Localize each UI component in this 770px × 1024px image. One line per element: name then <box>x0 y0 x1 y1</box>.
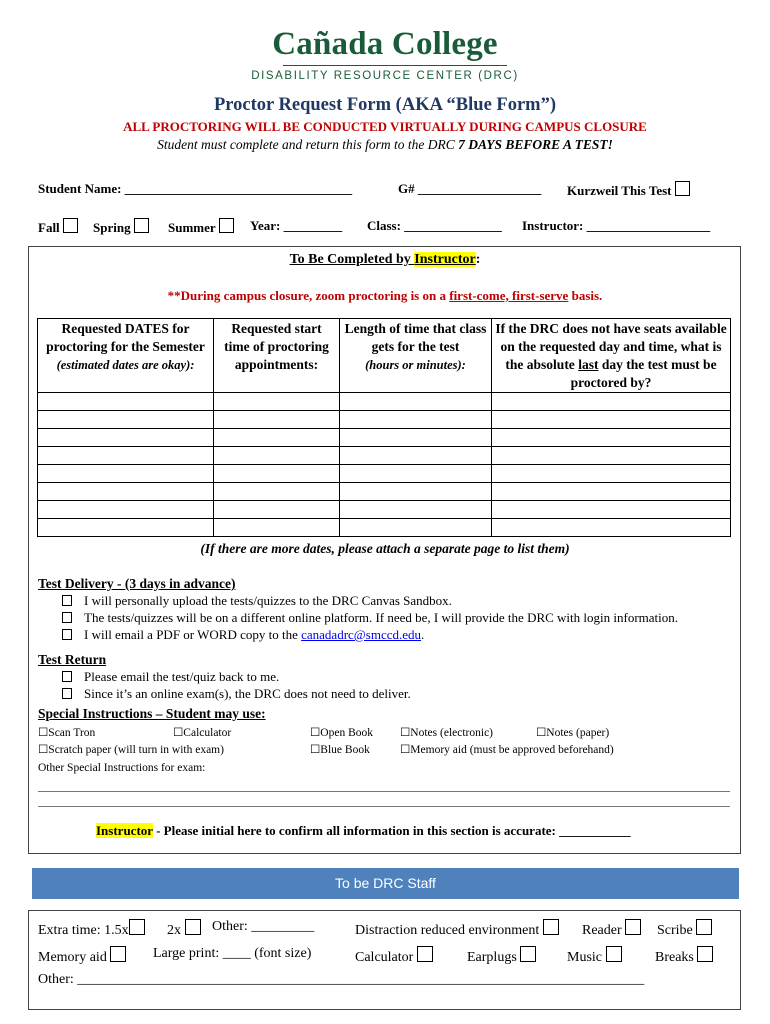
fall-option[interactable] <box>38 218 78 236</box>
spring-option[interactable] <box>93 218 149 236</box>
table-cell[interactable] <box>492 501 731 519</box>
other-instructions-label: Other Special Instructions for exam: <box>38 762 206 774</box>
col4-suffix: day the test must be proctored by? <box>570 357 717 390</box>
form-title: Proctor Request Form (AKA “Blue Form”) <box>213 95 556 115</box>
option-memory-aid[interactable]: ☐Memory aid (must be approved beforehand) <box>400 744 614 756</box>
reader-option[interactable] <box>582 919 641 939</box>
table-row <box>38 519 731 537</box>
table-row <box>38 501 731 519</box>
kurzweil-option[interactable] <box>567 181 690 199</box>
table-cell[interactable] <box>38 483 214 501</box>
table-cell[interactable] <box>340 393 492 411</box>
col4-prefix: If the DRC does not have seats available on the requested day and time, what is the absolute <box>495 321 727 372</box>
table-cell[interactable] <box>38 393 214 411</box>
return-email-label: Please email the test/quiz back to me. <box>84 669 280 684</box>
delivery-email-suffix: . <box>421 627 425 642</box>
special-instructions-heading: Special Instructions – Student may use: <box>38 706 266 721</box>
extra-time-checkbox[interactable] <box>129 919 145 935</box>
breaks-label: Breaks <box>655 950 694 965</box>
table-cell[interactable] <box>340 411 492 429</box>
calculator-checkbox[interactable] <box>417 946 433 962</box>
extra-time-label: Extra time: 1.5x <box>38 923 129 938</box>
col-header-start-time <box>214 319 340 393</box>
table-cell[interactable] <box>340 429 492 447</box>
summer-option[interactable] <box>168 218 234 236</box>
col-header-length <box>340 319 492 393</box>
confirm-text: - Please initial here to confirm all information in this section is accurate: ___________ <box>152 823 631 838</box>
instructor-section-title <box>0 252 770 268</box>
option-scan-tron[interactable]: ☐Scan Tron <box>38 727 96 739</box>
class-blank: _______________ <box>404 218 502 233</box>
table-cell[interactable] <box>340 447 492 465</box>
col-header-last-day <box>492 319 731 393</box>
summer-checkbox[interactable] <box>219 218 234 233</box>
more-dates-note: (If there are more dates, please attach a separate page to list them) <box>200 541 570 556</box>
extra-time-option[interactable] <box>38 919 145 939</box>
music-checkbox[interactable] <box>606 946 622 962</box>
col3-ital: (hours or minutes): <box>365 358 466 372</box>
scribe-checkbox[interactable] <box>696 919 712 935</box>
table-cell[interactable] <box>492 447 731 465</box>
college-logo: Cañada College <box>272 26 498 62</box>
distraction-option[interactable] <box>355 919 559 939</box>
drc-subtitle: DISABILITY RESOURCE CENTER (DRC) <box>251 70 519 82</box>
other-time-field[interactable]: Other: _________ <box>212 919 315 934</box>
return-online-label: Since it’s an online exam(s), the DRC does not need to deliver. <box>84 686 411 701</box>
table-row <box>38 411 731 429</box>
memory-aid-checkbox[interactable] <box>110 946 126 962</box>
table-cell[interactable] <box>38 501 214 519</box>
two-x-checkbox[interactable] <box>185 919 201 935</box>
table-cell[interactable] <box>38 411 214 429</box>
zoom-notice <box>0 288 770 304</box>
spring-label: Spring <box>93 220 131 235</box>
deadline-bold: 7 DAYS BEFORE A TEST! <box>458 137 613 152</box>
delivery-option-online[interactable] <box>62 610 678 626</box>
calculator-option[interactable] <box>355 946 433 966</box>
scribe-option[interactable] <box>657 919 712 939</box>
distraction-label: Distraction reduced environment <box>355 923 540 938</box>
table-row <box>38 447 731 465</box>
two-x-label: 2x <box>167 923 181 938</box>
table-cell[interactable] <box>340 519 492 537</box>
distraction-checkbox[interactable] <box>543 919 559 935</box>
proctoring-dates-table <box>37 318 731 537</box>
staff-other-field[interactable]: Other: _________________________________________________________________________________ <box>38 972 645 987</box>
col4-underline: last <box>578 357 599 372</box>
table-cell[interactable] <box>340 465 492 483</box>
delivery-email-checkbox[interactable] <box>62 629 72 640</box>
delivery-online-checkbox[interactable] <box>62 612 72 623</box>
table-cell[interactable] <box>214 519 340 537</box>
test-delivery-heading: Test Delivery - (3 days in advance) <box>38 576 236 591</box>
table-cell[interactable] <box>214 501 340 519</box>
year-label: Year: <box>250 218 281 233</box>
table-cell[interactable] <box>38 447 214 465</box>
spring-checkbox[interactable] <box>134 218 149 233</box>
test-return-heading: Test Return <box>38 652 107 667</box>
kurzweil-checkbox[interactable] <box>675 181 690 196</box>
section-title-suffix: : <box>475 252 481 267</box>
zoom-suffix: basis. <box>568 288 603 303</box>
earplugs-option[interactable] <box>467 946 536 966</box>
logo-rule <box>283 65 507 66</box>
col1-ital: (estimated dates are okay): <box>56 358 195 372</box>
table-cell[interactable] <box>38 429 214 447</box>
col2-text: Requested start time of proctoring appointments: <box>224 321 329 372</box>
section-title-highlight: Instructor <box>414 252 476 267</box>
delivery-option-upload[interactable] <box>62 593 452 609</box>
memory-aid-label: Memory aid <box>38 950 107 965</box>
two-x-option[interactable] <box>167 919 201 939</box>
option-calculator[interactable]: ☐Calculator <box>173 727 232 739</box>
table-cell[interactable] <box>492 429 731 447</box>
table-cell[interactable] <box>214 411 340 429</box>
music-label: Music <box>567 950 602 965</box>
delivery-upload-label: I will personally upload the tests/quizzes to the DRC Canvas Sandbox. <box>84 593 452 608</box>
other-instructions-line[interactable] <box>38 806 730 807</box>
instructor-field[interactable] <box>522 218 710 234</box>
earplugs-checkbox[interactable] <box>520 946 536 962</box>
kurzweil-label: Kurzweil This Test <box>567 183 672 198</box>
table-row <box>38 393 731 411</box>
summer-label: Summer <box>168 220 216 235</box>
other-instructions-line[interactable] <box>38 791 730 792</box>
return-option-online[interactable] <box>62 686 411 702</box>
student-name-label: Student Name: <box>38 181 122 196</box>
zoom-prefix: **During campus closure, zoom proctoring is on a <box>167 288 450 303</box>
return-email-checkbox[interactable] <box>62 671 72 682</box>
breaks-checkbox[interactable] <box>697 946 713 962</box>
instructor-confirmation[interactable] <box>96 823 631 839</box>
calculator-label: Calculator <box>355 950 414 965</box>
earplugs-label: Earplugs <box>467 950 517 965</box>
delivery-email-prefix: I will email a PDF or WORD copy to the <box>84 627 302 642</box>
class-field[interactable] <box>367 218 502 234</box>
table-cell[interactable] <box>214 429 340 447</box>
drc-staff-bar: To be DRC Staff <box>32 868 739 899</box>
instructor-blank: ___________________ <box>586 218 711 233</box>
student-name-field[interactable] <box>38 181 352 197</box>
g-number-field[interactable] <box>398 181 541 197</box>
option-notes-paper[interactable]: ☐Notes (paper) <box>536 727 610 739</box>
return-online-checkbox[interactable] <box>62 688 72 699</box>
deadline-prefix: Student must complete and return this form to the DRC <box>157 137 459 152</box>
memory-aid-option[interactable] <box>38 946 126 966</box>
scribe-label: Scribe <box>657 923 693 938</box>
table-cell[interactable] <box>340 483 492 501</box>
table-cell[interactable] <box>492 483 731 501</box>
reader-checkbox[interactable] <box>625 919 641 935</box>
table-cell[interactable] <box>492 411 731 429</box>
table-row <box>38 429 731 447</box>
col3-main: Length of time that class gets for the test <box>344 321 487 354</box>
table-row <box>38 465 731 483</box>
delivery-upload-checkbox[interactable] <box>62 595 72 606</box>
table-cell[interactable] <box>214 447 340 465</box>
breaks-option[interactable] <box>655 946 713 966</box>
drc-email-link[interactable]: canadadrc@smccd.edu <box>301 627 422 642</box>
table-cell[interactable] <box>492 393 731 411</box>
table-cell[interactable] <box>214 483 340 501</box>
year-field[interactable] <box>250 218 342 234</box>
zoom-underline: first-come, first-serve <box>449 288 569 303</box>
table-cell[interactable] <box>214 393 340 411</box>
return-option-email[interactable] <box>62 669 279 685</box>
option-blue-book[interactable]: ☐Blue Book <box>310 744 370 756</box>
closure-notice: ALL PROCTORING WILL BE CONDUCTED VIRTUALLY DURING CAMPUS CLOSURE <box>123 119 647 134</box>
class-label: Class: <box>367 218 401 233</box>
option-notes-electronic[interactable]: ☐Notes (electronic) <box>400 727 494 739</box>
reader-label: Reader <box>582 923 622 938</box>
deadline-notice <box>0 137 770 153</box>
student-name-blank: ___________________________________ <box>124 181 353 196</box>
fall-label: Fall <box>38 220 60 235</box>
table-cell[interactable] <box>492 519 731 537</box>
g-number-blank: ___________________ <box>417 181 542 196</box>
g-number-label: G# <box>398 181 415 196</box>
col1-main: Requested DATES for proctoring for the Semester <box>46 321 205 354</box>
year-blank: _________ <box>283 218 343 233</box>
col-header-dates <box>38 319 214 393</box>
table-cell[interactable] <box>492 465 731 483</box>
section-title-prefix: To Be Completed by <box>289 252 415 267</box>
instructor-label: Instructor: <box>522 218 584 233</box>
option-open-book[interactable]: ☐Open Book <box>310 727 374 739</box>
table-cell[interactable] <box>340 501 492 519</box>
table-row <box>38 483 731 501</box>
music-option[interactable] <box>567 946 622 966</box>
fall-checkbox[interactable] <box>63 218 78 233</box>
delivery-online-label: The tests/quizzes will be on a different online platform. If need be, I will provide the DRC with login information. <box>84 610 679 625</box>
table-cell[interactable] <box>38 465 214 483</box>
option-scratch-paper[interactable]: ☐Scratch paper (will turn in with exam) <box>38 744 224 756</box>
large-print-field[interactable]: Large print: ____ (font size) <box>153 946 312 961</box>
table-cell[interactable] <box>38 519 214 537</box>
confirm-highlight: Instructor <box>96 823 153 838</box>
table-cell[interactable] <box>214 465 340 483</box>
delivery-option-email[interactable] <box>62 627 424 643</box>
